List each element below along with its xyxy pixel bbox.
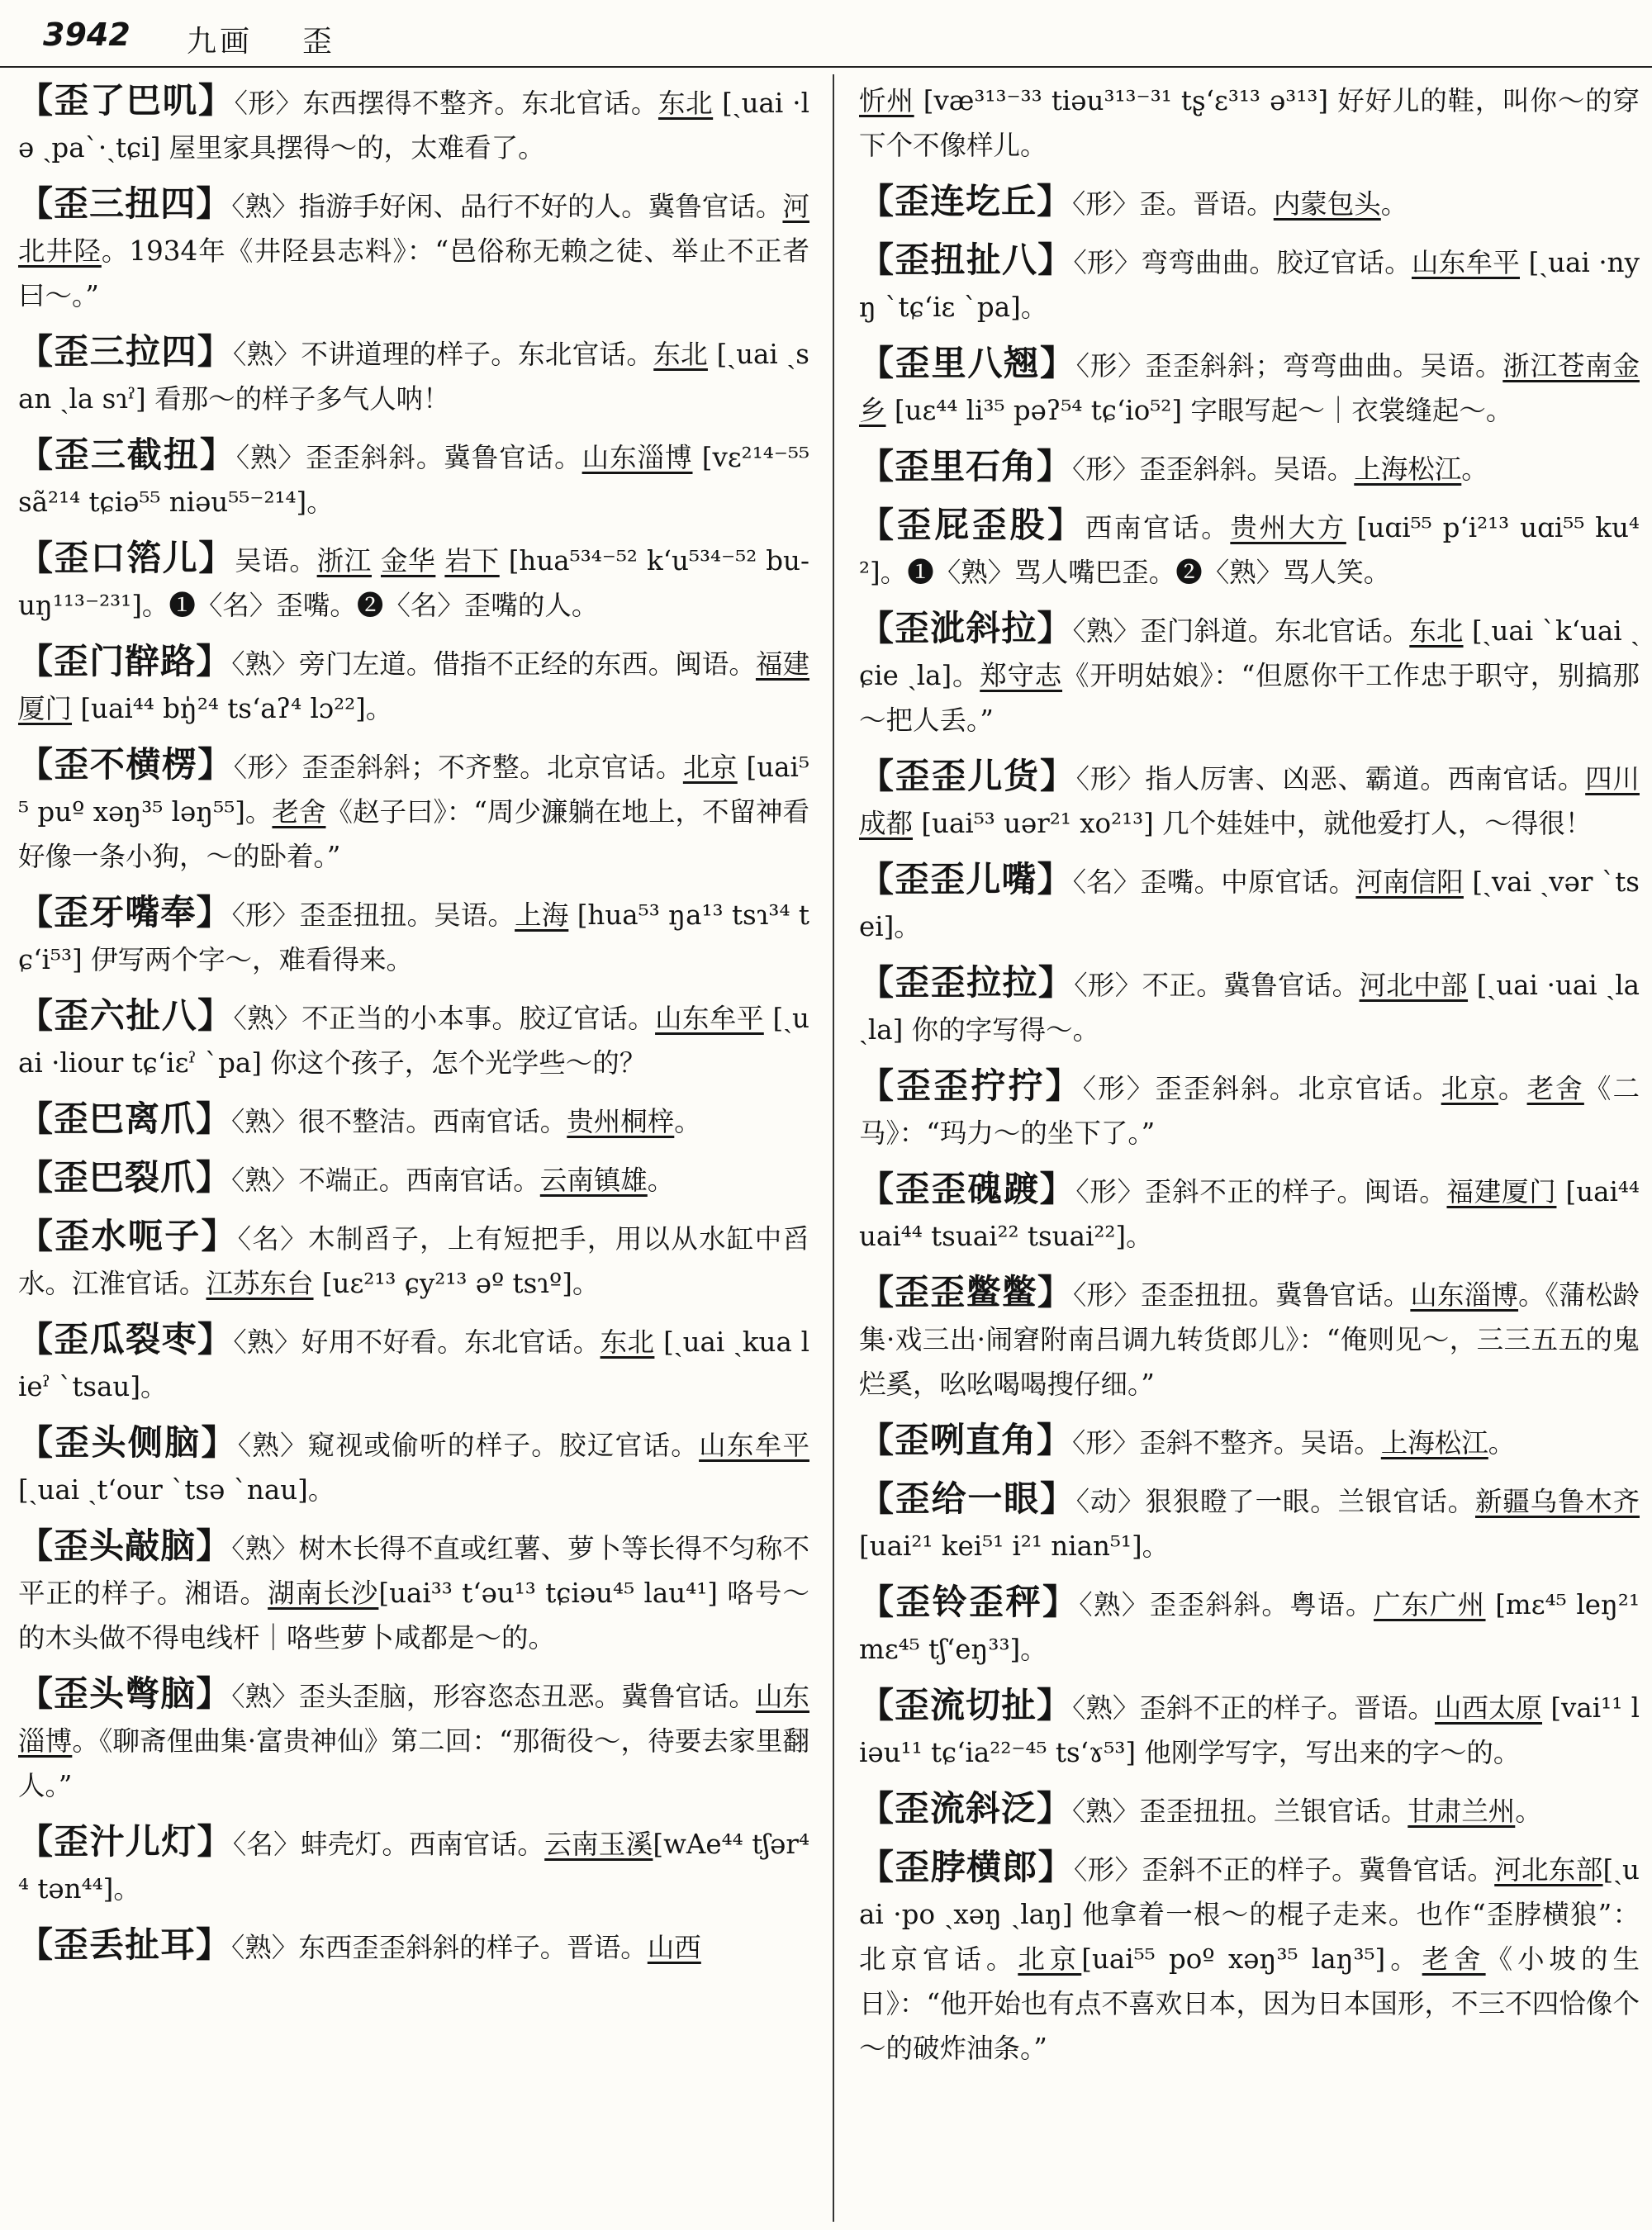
entry-text: [ˏuai ˏkua lieˀ ˋtsau]。 bbox=[18, 1326, 809, 1402]
entry-text bbox=[435, 545, 444, 576]
dictionary-entry bbox=[18, 890, 809, 982]
place-or-source-name: 北京 bbox=[1018, 1943, 1082, 1975]
entry-text: 〈熟〉不正当的小本事。胶辽官话。 bbox=[233, 1003, 656, 1034]
entry-text: 〈熟〉不讲道理的样子。东北官话。 bbox=[233, 339, 654, 370]
entry-text: 〈熟〉不端正。西南官话。 bbox=[231, 1165, 540, 1196]
right-column bbox=[859, 78, 1640, 2218]
entry-text: 〈形〉弯弯曲曲。胶辽官话。 bbox=[1073, 247, 1412, 278]
dictionary-entry bbox=[18, 994, 809, 1085]
place-or-source-name: 内蒙包头 bbox=[1273, 188, 1381, 220]
place-or-source-name: 福建厦门 bbox=[18, 648, 809, 724]
entry-headword: 【歪口箈儿】 bbox=[18, 538, 235, 578]
dictionary-entry bbox=[859, 1477, 1640, 1568]
entry-text: [ˏuai ·nyŋ ˋtɕʻiɛ ˋpa]。 bbox=[859, 247, 1640, 323]
place-or-source-name: 云南玉溪 bbox=[544, 1829, 653, 1860]
place-or-source-name: 山东淄博 bbox=[1410, 1279, 1519, 1311]
place-or-source-name: 湖南长沙 bbox=[268, 1578, 379, 1609]
dictionary-entry bbox=[18, 639, 809, 731]
left-column bbox=[18, 78, 809, 2218]
entry-text: 〈形〉指人厉害、凶恶、霸道。西南官话。 bbox=[1075, 763, 1586, 795]
dictionary-entry bbox=[859, 1786, 1640, 1834]
entry-text: [uɛ⁴⁴ li³⁵ pəʔ⁵⁴ tɕʻio⁵²] 字眼写起～｜衣裳缝起～。 bbox=[885, 395, 1513, 426]
entry-text: 《小坡的生日》：“他开始也有点不喜欢日本，因为日本国形，不三不四恰像个～的破炸油条。” bbox=[859, 1943, 1640, 2064]
entry-text: 《赵子曰》：“周少濂躺在地上，不留神看好像一条小狗，～的卧着。” bbox=[18, 796, 809, 872]
entry-text: 〈熟〉歪歪斜斜。粤语。 bbox=[1079, 1589, 1374, 1620]
entry-text: 西南官话。 bbox=[1085, 512, 1231, 543]
place-or-source-name: 河北井陉 bbox=[18, 191, 809, 267]
place-or-source-name: 广东广州 bbox=[1373, 1589, 1486, 1620]
place-or-source-name: 老舍 bbox=[1422, 1943, 1486, 1975]
entry-headword: 【歪歪拧拧】 bbox=[859, 1065, 1083, 1106]
dictionary-entry bbox=[18, 1214, 809, 1306]
entry-text: [uai²¹ kei⁵¹ i²¹ nian⁵¹]。 bbox=[859, 1530, 1170, 1562]
dictionary-entry bbox=[859, 1064, 1640, 1155]
dictionary-entry bbox=[18, 1923, 809, 1970]
place-or-source-name: 北京 bbox=[682, 752, 738, 783]
section-title bbox=[187, 18, 385, 60]
place-or-source-name: 上海松江 bbox=[1380, 1427, 1488, 1459]
entry-headword: 【歪脖横郎】 bbox=[859, 1847, 1075, 1887]
entry-text: [hua⁵³ ŋa¹³ tsɿ³⁴ tɕʻi⁵³] 伊写两个字～，难看得来。 bbox=[18, 899, 809, 975]
entry-text bbox=[372, 545, 381, 576]
entry-text: [ˏuai ˏtʻour ˋtsə ˋnau]。 bbox=[18, 1474, 335, 1506]
place-or-source-name: 老舍 bbox=[1526, 1073, 1584, 1104]
entry-text: 〈熟〉窥视或偷听的样子。胶辽官话。 bbox=[237, 1430, 700, 1461]
dictionary-entry bbox=[859, 1845, 1640, 2071]
dictionary-entry bbox=[859, 961, 1640, 1052]
entry-text: [uai⁴⁴ bŋ̍²⁴ tsʻaʔ⁴ lɔ²²]。 bbox=[72, 693, 393, 724]
entry-text: 〈形〉歪歪扭扭。冀鲁官话。 bbox=[1073, 1279, 1411, 1311]
dictionary-entry bbox=[859, 1270, 1640, 1407]
dictionary-entry bbox=[859, 341, 1640, 433]
entry-text: 〈熟〉旁门左道。借指不正经的东西。闽语。 bbox=[231, 648, 756, 680]
dictionary-entry bbox=[859, 1683, 1640, 1775]
entry-text: [vai¹¹ liəu¹¹ tɕʻia²²⁻⁴⁵ tsʻɤ⁵³] 他刚学写字，写出来的字～的。 bbox=[859, 1692, 1640, 1768]
entry-text: 《开明姑娘》：“但愿你干工作忠于职守，别搞那～把人丢。” bbox=[859, 660, 1640, 736]
entry-text: [ˏuai ·liour tɕʻiɛˀ ˋpa] 你这个孩子，怎个光学些～的？ bbox=[18, 1003, 809, 1079]
entry-text: [ˏuai ˏsan ˏla sɿˀ] 看那～的样子多气人呐！ bbox=[18, 339, 809, 415]
entry-text: 〈形〉歪。晋语。 bbox=[1072, 188, 1274, 220]
entry-text: 〈熟〉树木长得不直或红薯、萝卜等长得不匀称不平正的样子。湘语。 bbox=[18, 1533, 809, 1609]
dictionary-entry bbox=[18, 743, 809, 879]
dictionary-entry bbox=[18, 433, 809, 524]
dictionary-entry bbox=[859, 1580, 1640, 1672]
entry-text: 〈熟〉指游手好闲、品行不好的人。冀鲁官话。 bbox=[231, 191, 783, 222]
entry-text: 〈形〉歪歪斜斜；不齐整。北京官话。 bbox=[233, 752, 683, 783]
dictionary-entry bbox=[859, 1418, 1640, 1465]
dictionary-entry bbox=[18, 1155, 809, 1203]
place-or-source-name: 山东牟平 bbox=[1411, 247, 1520, 278]
entry-text: 〈熟〉好用不好看。东北官话。 bbox=[233, 1326, 601, 1358]
entry-text: [uai⁴⁴ uai⁴⁴ tsuai²² tsuai²²]。 bbox=[859, 1176, 1640, 1252]
place-or-source-name: 忻州 bbox=[859, 85, 914, 116]
page-header bbox=[0, 0, 1652, 68]
entry-headword: 【歪六扯八】 bbox=[18, 995, 234, 1036]
place-or-source-name: 金华 bbox=[381, 545, 436, 576]
entry-text: 〈形〉东西摆得不整齐。东北官话。 bbox=[234, 88, 658, 119]
dictionary-entry bbox=[859, 78, 1640, 168]
entry-headword: 【歪咧直角】 bbox=[859, 1420, 1073, 1460]
place-or-source-name: 浙江苍南金乡 bbox=[859, 350, 1640, 426]
entry-text: 〈形〉歪歪斜斜；弯弯曲曲。吴语。 bbox=[1075, 350, 1503, 382]
column-divider bbox=[833, 74, 834, 2222]
place-or-source-name: 东北 bbox=[1409, 615, 1464, 647]
entry-headword: 【歪头彆脑】 bbox=[18, 1673, 232, 1714]
entry-text: 。 bbox=[1461, 453, 1488, 485]
dictionary-entry bbox=[18, 1820, 809, 1911]
entry-headword: 【歪瓜裂枣】 bbox=[18, 1319, 234, 1359]
entry-headword: 【歪三截扭】 bbox=[18, 434, 236, 475]
entry-text: 《二马》：“玛力～的坐下了。” bbox=[859, 1073, 1640, 1149]
entry-text: 。1934年《井陉县志料》：“邑俗称无赖之徒、举止不正者曰～。” bbox=[18, 235, 809, 311]
place-or-source-name: 云南镇雄 bbox=[539, 1165, 648, 1196]
place-or-source-name: 四川成都 bbox=[859, 763, 1640, 839]
entry-text: 。 bbox=[674, 1106, 701, 1137]
section-character: 歪 bbox=[302, 25, 336, 59]
entry-headword: 【歪泚斜拉】 bbox=[859, 608, 1073, 648]
entry-text: [ˏuai ˋkʻuai ˏɕie ˏla]。 bbox=[859, 615, 1640, 691]
entry-text: 〈动〉狠狠瞪了一眼。兰银官话。 bbox=[1075, 1486, 1475, 1517]
entry-headword: 【歪三拉四】 bbox=[18, 331, 234, 372]
entry-headword: 【歪丢扯耳】 bbox=[18, 1924, 232, 1965]
place-or-source-name: 上海松江 bbox=[1354, 453, 1462, 485]
dictionary-entry bbox=[859, 754, 1640, 846]
entry-headword: 【歪歪儿货】 bbox=[859, 756, 1076, 796]
entry-text: 。 bbox=[1488, 1427, 1516, 1459]
dictionary-entry bbox=[859, 179, 1640, 226]
entry-text: 〈熟〉歪头歪脑，形容恣态丑恶。冀鲁官话。 bbox=[231, 1681, 756, 1712]
place-or-source-name: 福建厦门 bbox=[1446, 1176, 1557, 1208]
dictionary-entry bbox=[859, 857, 1640, 949]
place-or-source-name: 岩下 bbox=[444, 545, 500, 576]
place-or-source-name: 东北 bbox=[657, 88, 714, 119]
entry-text: 〈形〉歪歪斜斜。吴语。 bbox=[1072, 453, 1355, 485]
place-or-source-name: 甘肃兰州 bbox=[1408, 1796, 1516, 1827]
entry-text: 〈名〉歪嘴。中原官话。 bbox=[1072, 866, 1356, 898]
dictionary-entry bbox=[18, 1421, 809, 1512]
entry-text: [uai⁵⁵ puº xəŋ³⁵ ləŋ⁵⁵]。 bbox=[18, 752, 809, 828]
entry-text: [væ³¹³⁻³³ tiəu³¹³⁻³¹ tʂʻɛ³¹³ ə³¹³] 好好儿的鞋，叫你～的穿下个不像样儿。 bbox=[859, 85, 1640, 161]
dictionary-entry bbox=[18, 1524, 809, 1660]
place-or-source-name: 上海 bbox=[515, 899, 569, 931]
entry-text: [uɑi⁵⁵ pʻi²¹³ uɑi⁵⁵ ku⁴²]。❶〈熟〉骂人嘴巴歪。❷〈熟〉骂人笑。 bbox=[859, 512, 1640, 588]
entry-text: 。 bbox=[1498, 1073, 1527, 1104]
entry-headword: 【歪歪拉拉】 bbox=[859, 962, 1075, 1003]
entry-headword: 【歪汁儿灯】 bbox=[18, 1821, 233, 1862]
entry-headword: 【歪扭扯八】 bbox=[859, 240, 1074, 280]
entry-headword: 【歪歪儿嘴】 bbox=[859, 859, 1073, 899]
entry-text: [uai⁵⁵ poº xəŋ³⁵ laŋ³⁵]。 bbox=[1081, 1943, 1422, 1975]
entry-text: 。《聊斋俚曲集·富贵神仙》第二回：“那衙役～，待要去家里翻人。” bbox=[18, 1725, 809, 1801]
place-or-source-name: 山东淄博 bbox=[582, 442, 693, 473]
dictionary-entry bbox=[18, 536, 809, 628]
place-or-source-name: 河北中部 bbox=[1359, 970, 1469, 1001]
place-or-source-name: 山西 bbox=[647, 1932, 701, 1963]
place-or-source-name: 河北东部 bbox=[1494, 1854, 1603, 1886]
place-or-source-name: 郑守志 bbox=[980, 660, 1063, 691]
place-or-source-name: 东北 bbox=[653, 339, 708, 370]
entry-text: [ˏuai ·po ˏxəŋ ˏlaŋ] 他拿着一根～的棍子走来。也作“歪脖横狼”：北京官话。 bbox=[859, 1854, 1640, 1975]
dictionary-entry bbox=[18, 1672, 809, 1808]
entry-text: 。 bbox=[1380, 188, 1408, 220]
entry-text: [ˏuai ·uai ˏla ˏla] 你的字写得～。 bbox=[859, 970, 1640, 1046]
entry-text: 〈熟〉歪斜不正的样子。晋语。 bbox=[1072, 1692, 1435, 1724]
entry-text: [mɛ⁴⁵ leŋ²¹ mɛ⁴⁵ tʃʻeŋ³³]。 bbox=[859, 1589, 1640, 1665]
entry-text: [ˏvai ˏvər ˋtsei]。 bbox=[859, 866, 1640, 942]
entry-headword: 【歪了巴叽】 bbox=[18, 80, 235, 121]
place-or-source-name: 山西太原 bbox=[1434, 1692, 1543, 1724]
entry-headword: 【歪巴离爪】 bbox=[18, 1098, 232, 1139]
entry-text: 〈形〉不正。冀鲁官话。 bbox=[1074, 970, 1360, 1001]
dictionary-entry bbox=[18, 1097, 809, 1144]
entry-text: 〈熟〉东西歪歪斜斜的样子。晋语。 bbox=[231, 1932, 648, 1963]
entry-headword: 【歪门辥路】 bbox=[18, 641, 232, 681]
dictionary-entry bbox=[18, 182, 809, 318]
entry-headword: 【歪不横楞】 bbox=[18, 744, 234, 785]
entry-headword: 【歪流斜泛】 bbox=[859, 1788, 1073, 1829]
place-or-source-name: 贵州大方 bbox=[1230, 512, 1346, 543]
entry-text: 〈名〉蚌壳灯。西南官话。 bbox=[232, 1829, 545, 1860]
entry-text: 〈形〉歪歪扭扭。吴语。 bbox=[231, 899, 515, 931]
entry-headword: 【歪歪鳖鳖】 bbox=[859, 1272, 1073, 1312]
entry-headword: 【歪头敲脑】 bbox=[18, 1525, 232, 1566]
entry-headword: 【歪里石角】 bbox=[859, 446, 1073, 486]
entry-headword: 【歪给一眼】 bbox=[859, 1478, 1076, 1519]
entry-headword: 【歪里八翘】 bbox=[859, 343, 1076, 383]
entry-text: 〈熟〉歪门斜道。东北官话。 bbox=[1072, 615, 1410, 647]
entry-text: [uɛ²¹³ ɕy²¹³ əº tsɿº]。 bbox=[313, 1268, 600, 1299]
entry-text: 〈熟〉歪歪扭扭。兰银官话。 bbox=[1072, 1796, 1408, 1827]
entry-text: 〈熟〉歪歪斜斜。冀鲁官话。 bbox=[235, 442, 582, 473]
entry-headword: 【歪三扭四】 bbox=[18, 183, 232, 224]
entry-text: 。《蒲松龄集·戏三出·闹窘附南吕调九转货郎儿》：“俺则见～，三三五五的鬼烂奚，吆吆喝喝搜仔细。” bbox=[859, 1279, 1640, 1400]
entry-text: 〈形〉歪斜不整齐。吴语。 bbox=[1072, 1427, 1381, 1459]
entry-text: [uai⁵³ uər²¹ xo²¹³] 几个娃娃中，就他爱打人，～得很！ bbox=[913, 808, 1593, 839]
dictionary-entry bbox=[859, 503, 1640, 595]
entry-text: [ˏuai ·lə ˏpaˋ·ˏtɕi] 屋里家具摆得～的，太难看了。 bbox=[18, 88, 809, 164]
entry-text: 。 bbox=[647, 1165, 675, 1196]
entry-text: 〈形〉歪斜不正的样子。冀鲁官话。 bbox=[1074, 1854, 1495, 1886]
place-or-source-name: 浙江 bbox=[316, 545, 372, 576]
dictionary-entry bbox=[859, 606, 1640, 743]
place-or-source-name: 贵州桐梓 bbox=[567, 1106, 675, 1137]
entry-text: [wAe⁴⁴ tʃər⁴⁴ tən⁴⁴]。 bbox=[18, 1829, 809, 1905]
entry-headword: 【歪流切扯】 bbox=[859, 1685, 1073, 1725]
entry-text: 吴语。 bbox=[235, 545, 317, 576]
entry-text: 〈形〉歪歪斜斜。北京官话。 bbox=[1082, 1073, 1441, 1104]
page-number: 3942 bbox=[43, 17, 131, 53]
entry-headword: 【歪屁歪股】 bbox=[859, 505, 1085, 545]
entry-headword: 【歪牙嘴奉】 bbox=[18, 892, 232, 932]
dictionary-entry bbox=[18, 330, 809, 421]
entry-text: [uai³³ tʻəu¹³ tɕiəu⁴⁵ lau⁴¹] 咯号～的木头做不得电线杆｜咯些萝卜咸都是～的。 bbox=[18, 1578, 809, 1654]
entry-headword: 【歪水呃子】 bbox=[18, 1216, 238, 1256]
place-or-source-name: 新疆乌鲁木齐 bbox=[1474, 1486, 1640, 1517]
dictionary-entry bbox=[18, 1317, 809, 1409]
entry-headword: 【歪铃歪秤】 bbox=[859, 1582, 1080, 1622]
entry-text: [vɛ²¹⁴⁻⁵⁵ sã²¹⁴ tɕiə⁵⁵ niəu⁵⁵⁻²¹⁴]。 bbox=[18, 442, 809, 518]
dictionary-entry bbox=[859, 1167, 1640, 1259]
entry-headword: 【歪歪磈踱】 bbox=[859, 1169, 1076, 1209]
place-or-source-name: 江苏东台 bbox=[206, 1268, 314, 1299]
dictionary-entry bbox=[18, 78, 809, 170]
entry-headword: 【歪头侧脑】 bbox=[18, 1422, 238, 1463]
place-or-source-name: 河南信阳 bbox=[1355, 866, 1464, 898]
entry-text: 〈名〉木制舀子，上有短把手，用以从水缸中舀水。江淮官话。 bbox=[18, 1223, 809, 1299]
dictionary-entry bbox=[859, 238, 1640, 330]
entry-text: 〈熟〉很不整洁。西南官话。 bbox=[231, 1106, 567, 1137]
place-or-source-name: 山东牟平 bbox=[699, 1430, 809, 1461]
entry-text: 。 bbox=[1515, 1796, 1542, 1827]
entry-headword: 【歪连圪丘】 bbox=[859, 181, 1073, 221]
dictionary-entry bbox=[859, 444, 1640, 491]
section-stroke-count: 九画 bbox=[187, 25, 254, 59]
entry-text: 〈形〉歪斜不正的样子。闽语。 bbox=[1075, 1176, 1447, 1208]
place-or-source-name: 东北 bbox=[600, 1326, 655, 1358]
place-or-source-name: 北京 bbox=[1441, 1073, 1498, 1104]
entry-headword: 【歪巴裂爪】 bbox=[18, 1157, 232, 1198]
entry-text: [hua⁵³⁴⁻⁵² kʻu⁵³⁴⁻⁵² bu-uŋ¹¹³⁻²³¹]。❶〈名〉歪嘴。❷〈名〉歪嘴的人。 bbox=[18, 545, 809, 621]
place-or-source-name: 山东牟平 bbox=[655, 1003, 764, 1034]
place-or-source-name: 山东淄博 bbox=[18, 1681, 809, 1757]
place-or-source-name: 老舍 bbox=[272, 796, 326, 828]
